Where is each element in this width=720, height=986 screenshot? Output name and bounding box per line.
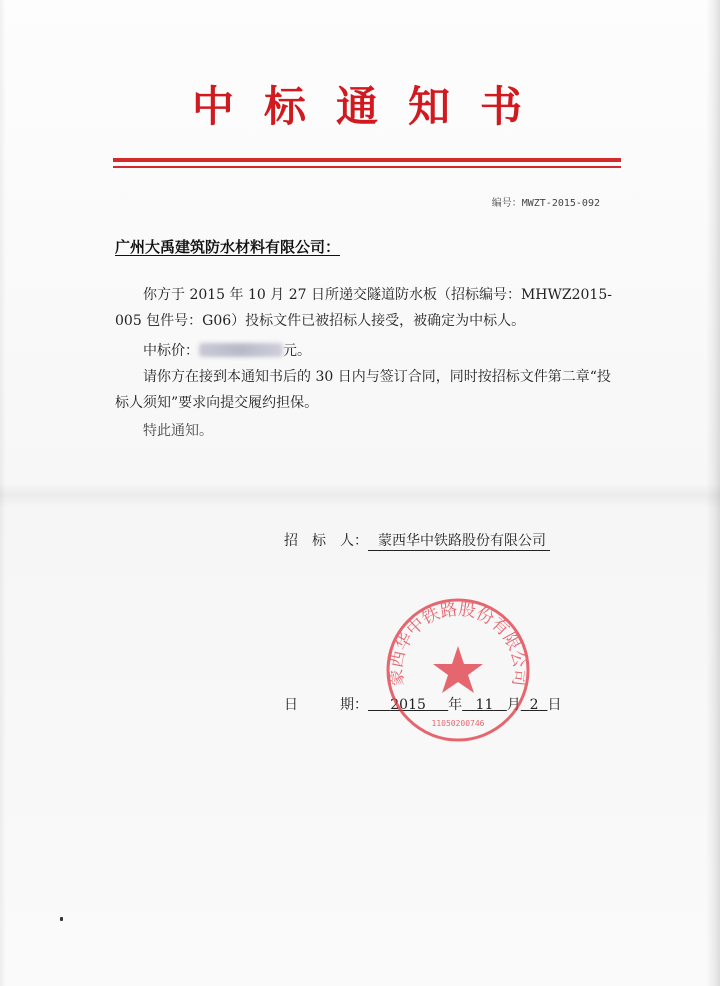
seal-number: 11050200746: [431, 719, 485, 728]
tenderer-name: 蒙西华中铁路股份有限公司: [368, 533, 550, 551]
redacted-price: [199, 343, 283, 357]
document-number: 编号：MWZT-2015-092: [491, 198, 600, 209]
date-year: 2015: [390, 697, 426, 713]
bid-price-unit: 元。: [283, 343, 311, 359]
bid-price-label: 中标价：: [143, 343, 199, 359]
closing-text: 特此通知。: [143, 423, 213, 439]
paragraph-acceptance: 你方于 2015 年 10 月 27 日所递交隧道防水板（招标编号：MHWZ2015-005 包件号：G06）投标文件已被招标人接受，被确定为中标人。: [115, 287, 612, 329]
header-rule-thick: [113, 158, 621, 162]
date-year-suffix: 年: [448, 697, 463, 713]
header-rule-thin: [113, 166, 621, 168]
bid-price-line: [115, 338, 648, 364]
date-day-suffix: 日: [547, 697, 562, 713]
seal-ring-text: 蒙西华中铁路股份有限公司: [386, 599, 530, 688]
seal-star-icon: [433, 646, 483, 693]
date-day: 2: [529, 697, 539, 713]
recipient: 广州大禹建筑防水材料有限公司：: [115, 238, 341, 256]
date-month: 11: [475, 697, 494, 713]
date-label: 日 期：: [284, 697, 368, 713]
tenderer-label: 招 标 人：: [284, 533, 368, 549]
company-seal: [384, 596, 532, 744]
tenderer-line: [284, 530, 550, 550]
scan-edge-right: [706, 0, 720, 986]
date-month-suffix: 月: [506, 697, 521, 713]
scan-edge-left: [0, 0, 6, 986]
document-title: 中标通知书: [191, 82, 552, 131]
scan-speck: [60, 917, 63, 921]
paragraph-contract: 请你方在接到本通知书后的 30 日内与签订合同，同时按招标文件第二章“投标人须知”要求向提交履约担保。: [115, 369, 611, 411]
